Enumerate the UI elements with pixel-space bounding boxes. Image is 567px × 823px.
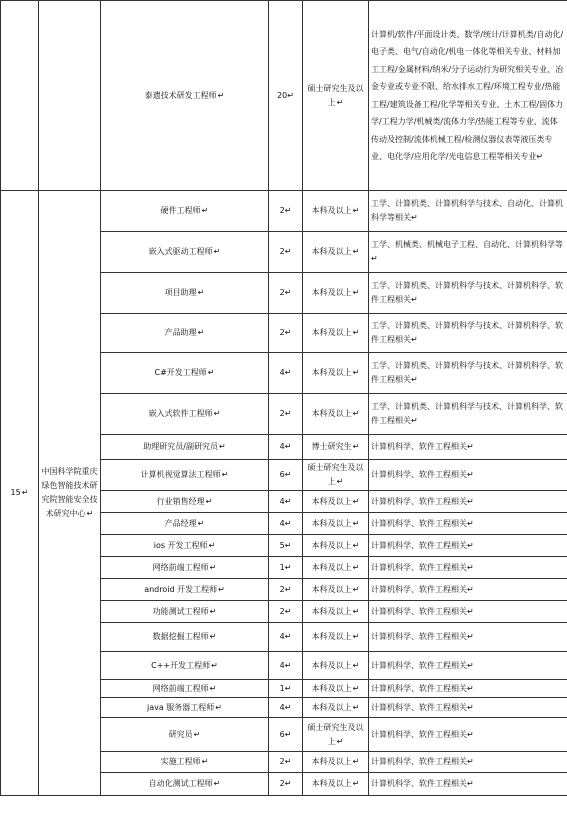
position-cell: 网络前端工程师↵ (101, 680, 269, 698)
education-cell: 本科及以上↵ (303, 491, 369, 513)
education-cell: 本科及以上↵ (303, 353, 369, 394)
requirements-cell: 计算机科学、软件工程相关↵ (369, 680, 567, 698)
position-cell: 实施工程师↵ (101, 752, 269, 773)
count-cell: 2↵ (269, 232, 303, 273)
requirements-cell: 计算机科学、软件工程相关↵ (369, 718, 567, 752)
count-cell: 4↵ (269, 513, 303, 535)
position-cell: 功能测试工程师↵ (101, 601, 269, 623)
education-cell: 本科及以上↵ (303, 752, 369, 773)
education-cell: 本科及以上↵ (303, 579, 369, 601)
count-cell: 2↵ (269, 579, 303, 601)
education-cell: 本科及以上↵ (303, 394, 369, 435)
education-cell: 博士研究生↵ (303, 435, 369, 460)
requirements-cell: 计算机科学、软件工程相关↵ (369, 513, 567, 535)
requirements-cell: 计算机科学、软件工程相关↵ (369, 579, 567, 601)
requirements-cell: 计算机/软件/平面设计类、数学/统计/计算机类/自动化/电子类、电气/自动化/机电一体化等相关专业、材料加工工程/金属材料/纳米/分子运动行为研究相关专业、冶金专业或专业不限、给水排水工程/环境工程专业/热能工程/建筑设备工程/化学等相关专业、土木工程/固体力学/工程力学/机械类/流体力学/热能工程等专业、流体传动及控制/流体机械工程/检测仪器仪表等液压类专业、电化学/应用化学/光电信息工程等相关专业↵ (369, 1, 567, 191)
count-cell: 6↵ (269, 718, 303, 752)
count-cell: 2↵ (269, 314, 303, 353)
position-cell: 嵌入式驱动工程师↵ (101, 232, 269, 273)
count-cell: 4↵ (269, 353, 303, 394)
position-cell: 行业销售经理↵ (101, 491, 269, 513)
position-cell: 嵌入式软件工程师↵ (101, 394, 269, 435)
index-cell: 15↵ (1, 191, 39, 796)
position-cell: 项目助理↵ (101, 273, 269, 314)
education-cell: 本科及以上↵ (303, 513, 369, 535)
education-cell: 硕士研究生及以上↵ (303, 460, 369, 491)
index-cell (1, 1, 39, 191)
requirements-cell: 工学、计算机类、计算机科学与技术、计算机科学、软件工程相关↵ (369, 353, 567, 394)
count-cell: 2↵ (269, 273, 303, 314)
position-cell: 硬件工程师↵ (101, 191, 269, 232)
count-cell: 2↵ (269, 773, 303, 796)
requirements-cell: 计算机科学、软件工程相关↵ (369, 491, 567, 513)
requirements-cell: 工学、计算机类、计算机科学与技术、自动化、计算机科学等相关↵ (369, 191, 567, 232)
count-cell: 5↵ (269, 535, 303, 557)
education-cell: 本科及以上↵ (303, 191, 369, 232)
position-cell: 助理研究员/副研究员↵ (101, 435, 269, 460)
position-cell: 产品经理↵ (101, 513, 269, 535)
count-cell: 4↵ (269, 623, 303, 652)
count-cell: 2↵ (269, 394, 303, 435)
education-cell: 本科及以上↵ (303, 652, 369, 680)
count-cell: 2↵ (269, 191, 303, 232)
education-cell: 本科及以上↵ (303, 601, 369, 623)
requirements-cell: 计算机科学、软件工程相关↵ (369, 773, 567, 796)
organization-cell: 中国科学院重庆绿色智能技术研究院智能安全技术研究中心↵ (39, 191, 101, 796)
table-row (1, 191, 567, 232)
position-cell: 网络前端工程师↵ (101, 557, 269, 579)
education-cell: 本科及以上↵ (303, 232, 369, 273)
count-cell: 2↵ (269, 752, 303, 773)
count-cell: 4↵ (269, 435, 303, 460)
requirements-cell: 计算机科学、软件工程相关↵ (369, 752, 567, 773)
education-cell: 硕士研究生及以上↵ (303, 718, 369, 752)
requirements-cell: 计算机科学、软件工程相关↵ (369, 623, 567, 652)
requirements-cell: 计算机科学、软件工程相关↵ (369, 698, 567, 718)
education-cell: 本科及以上↵ (303, 273, 369, 314)
requirements-cell: 工学、机械类、机械电子工程、自动化、计算机科学等↵ (369, 232, 567, 273)
count-cell: 4↵ (269, 491, 303, 513)
requirements-cell: 计算机科学、软件工程相关↵ (369, 557, 567, 579)
education-cell: 本科及以上↵ (303, 314, 369, 353)
table-row (1, 1, 567, 191)
requirements-cell: 工学、计算机类、计算机科学与技术、计算机科学、软件工程相关↵ (369, 314, 567, 353)
position-cell: C#开发工程师↵ (101, 353, 269, 394)
requirements-cell: 工学、计算机类、计算机科学与技术、计算机科学、软件工程相关↵ (369, 394, 567, 435)
count-cell: 2↵ (269, 601, 303, 623)
position-cell: java 服务器工程师↵ (101, 698, 269, 718)
requirements-cell: 工学、计算机类、计算机科学与技术、计算机科学、软件工程相关↵ (369, 273, 567, 314)
count-cell: 1↵ (269, 680, 303, 698)
organization-cell (39, 1, 101, 191)
position-cell: 产品助理↵ (101, 314, 269, 353)
education-cell: 本科及以上↵ (303, 698, 369, 718)
education-cell: 本科及以上↵ (303, 623, 369, 652)
position-cell: 数据挖掘工程师↵ (101, 623, 269, 652)
requirements-cell: 计算机科学、软件工程相关↵ (369, 601, 567, 623)
count-cell: 4↵ (269, 652, 303, 680)
requirements-cell: 计算机科学、软件工程相关↵ (369, 460, 567, 491)
education-cell: 本科及以上↵ (303, 535, 369, 557)
position-cell: 计算机视觉算法工程师↵ (101, 460, 269, 491)
position-cell: 研究员↵ (101, 718, 269, 752)
count-cell: 4↵ (269, 698, 303, 718)
count-cell: 6↵ (269, 460, 303, 491)
requirements-cell: 计算机科学、软件工程相关↵ (369, 652, 567, 680)
education-cell: 硕士研究生及以上↵ (303, 1, 369, 191)
position-cell: android 开发工程师↵ (101, 579, 269, 601)
requirements-cell: 计算机科学、软件工程相关↵ (369, 535, 567, 557)
requirements-cell: 计算机科学、软件工程相关↵ (369, 435, 567, 460)
position-cell: 泰遗技术研发工程师↵ (101, 1, 269, 191)
education-cell: 本科及以上↵ (303, 680, 369, 698)
count-cell: 1↵ (269, 557, 303, 579)
position-cell: C++开发工程师↵ (101, 652, 269, 680)
education-cell: 本科及以上↵ (303, 557, 369, 579)
position-cell: 自动化测试工程师↵ (101, 773, 269, 796)
position-cell: ios 开发工程师↵ (101, 535, 269, 557)
education-cell: 本科及以上↵ (303, 773, 369, 796)
count-cell: 20↵ (269, 1, 303, 191)
